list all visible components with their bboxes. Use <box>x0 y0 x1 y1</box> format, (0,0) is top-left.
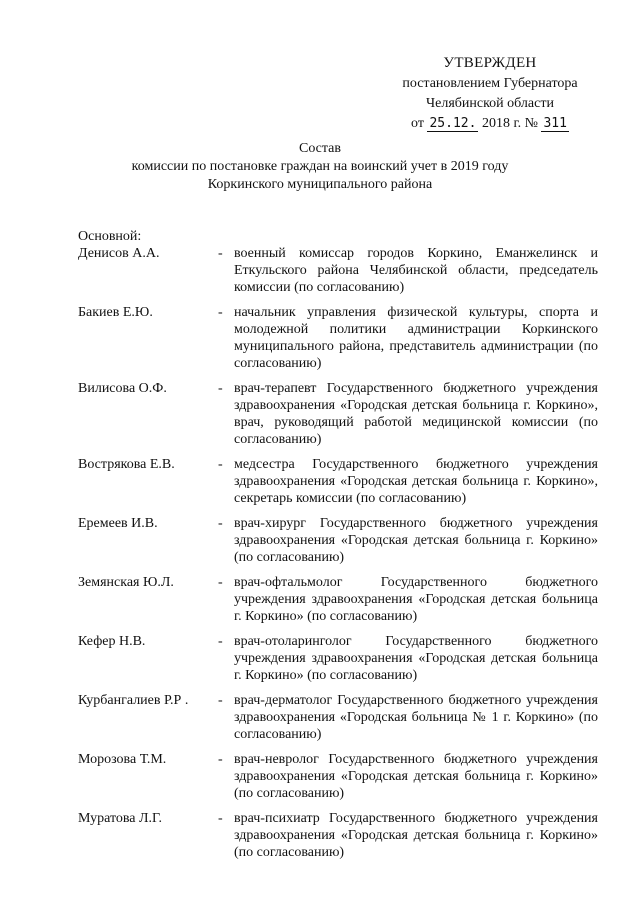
date-prefix: от <box>411 116 424 131</box>
approval-line-2: Челябинской области <box>426 96 554 111</box>
member-row <box>78 380 598 448</box>
title-line-1: Состав <box>298 141 341 156</box>
approval-line-1: постановлением Губернатора <box>402 76 578 91</box>
member-name: Вилисова О.Ф. <box>78 381 167 396</box>
document-title <box>90 140 550 194</box>
member-dash: - <box>218 305 223 320</box>
member-dash: - <box>218 457 223 472</box>
member-description: врач-дерматолог Государственного бюджетного учреждения здравоохранения «Городская больница № 1 г. Коркино» (по согласованию) <box>234 693 598 742</box>
member-row <box>78 751 598 802</box>
approval-block <box>380 55 600 135</box>
member-name: Бакиев Е.Ю. <box>78 305 153 320</box>
member-description: медсестра Государственного бюджетного учреждения здравоохранения «Городская детская больница г. Коркино», секретарь комиссии (по согласованию) <box>234 457 598 506</box>
member-description: начальник управления физической культуры, спорта и молодежной политики администрации Коркинского муниципального района, представитель администрации (по согласованию) <box>234 305 598 371</box>
member-dash: - <box>218 693 223 708</box>
member-dash: - <box>218 246 223 261</box>
member-description: врач-терапевт Государственного бюджетного учреждения здравоохранения «Городская детская больница г. Коркино», врач, руководящий работой медицинской комиссии (по согласованию) <box>234 381 598 447</box>
member-dash: - <box>218 575 223 590</box>
member-row <box>78 515 598 566</box>
member-row <box>78 245 598 296</box>
member-name: Денисов А.А. <box>78 246 160 261</box>
member-row <box>78 692 598 743</box>
member-name: Морозова Т.М. <box>78 752 167 767</box>
member-dash: - <box>218 516 223 531</box>
approval-number: 311 <box>543 116 567 131</box>
member-name: Курбангалиев Р.Р . <box>78 693 189 708</box>
title-line-3: Коркинского муниципального района <box>207 177 433 192</box>
members-list <box>78 245 598 869</box>
member-row <box>78 810 598 861</box>
member-row <box>78 456 598 507</box>
approval-date-line <box>380 115 600 135</box>
member-dash: - <box>218 634 223 649</box>
member-description: врач-психиатр Государственного бюджетного учреждения здравоохранения «Городская детская больница г. Коркино» (по согласованию) <box>234 811 598 860</box>
member-name: Вострякова Е.В. <box>78 457 175 472</box>
member-dash: - <box>218 381 223 396</box>
member-name: Земянская Ю.Л. <box>78 575 174 590</box>
member-row <box>78 574 598 625</box>
member-description: врач-хирург Государственного бюджетного учреждения здравоохранения «Городская детская больница г. Коркино» (по согласованию) <box>234 516 598 565</box>
member-name: Еремеев И.В. <box>78 516 158 531</box>
member-description: врач-невролог Государственного бюджетного учреждения здравоохранения «Городская детская больница г. Коркино» (по согласованию) <box>234 752 598 801</box>
section-label: Основной: <box>78 229 142 244</box>
approval-date: 25.12. <box>429 116 477 131</box>
member-description: врач-отоларинголог Государственного бюджетного учреждения здравоохранения «Городская детская больница г. Коркино» (по согласованию) <box>234 634 598 683</box>
member-dash: - <box>218 811 223 826</box>
approval-year: 2018 г. № <box>481 116 538 131</box>
approval-heading: УТВЕРЖДЕН <box>443 55 537 71</box>
member-row <box>78 633 598 684</box>
member-name: Муратова Л.Г. <box>78 811 163 826</box>
member-row <box>78 304 598 372</box>
title-line-2: комиссии по постановке граждан на воинский учет в 2019 году <box>131 159 509 174</box>
member-description: врач-офтальмолог Государственного бюджетного учреждения здравоохранения «Городская детская больница г. Коркино» (по согласованию) <box>234 575 598 624</box>
member-dash: - <box>218 752 223 767</box>
member-name: Кефер Н.В. <box>78 634 146 649</box>
member-description: военный комиссар городов Коркино, Еманжелинск и Еткульского района Челябинской области, председатель комиссии (по согласованию) <box>234 246 598 295</box>
